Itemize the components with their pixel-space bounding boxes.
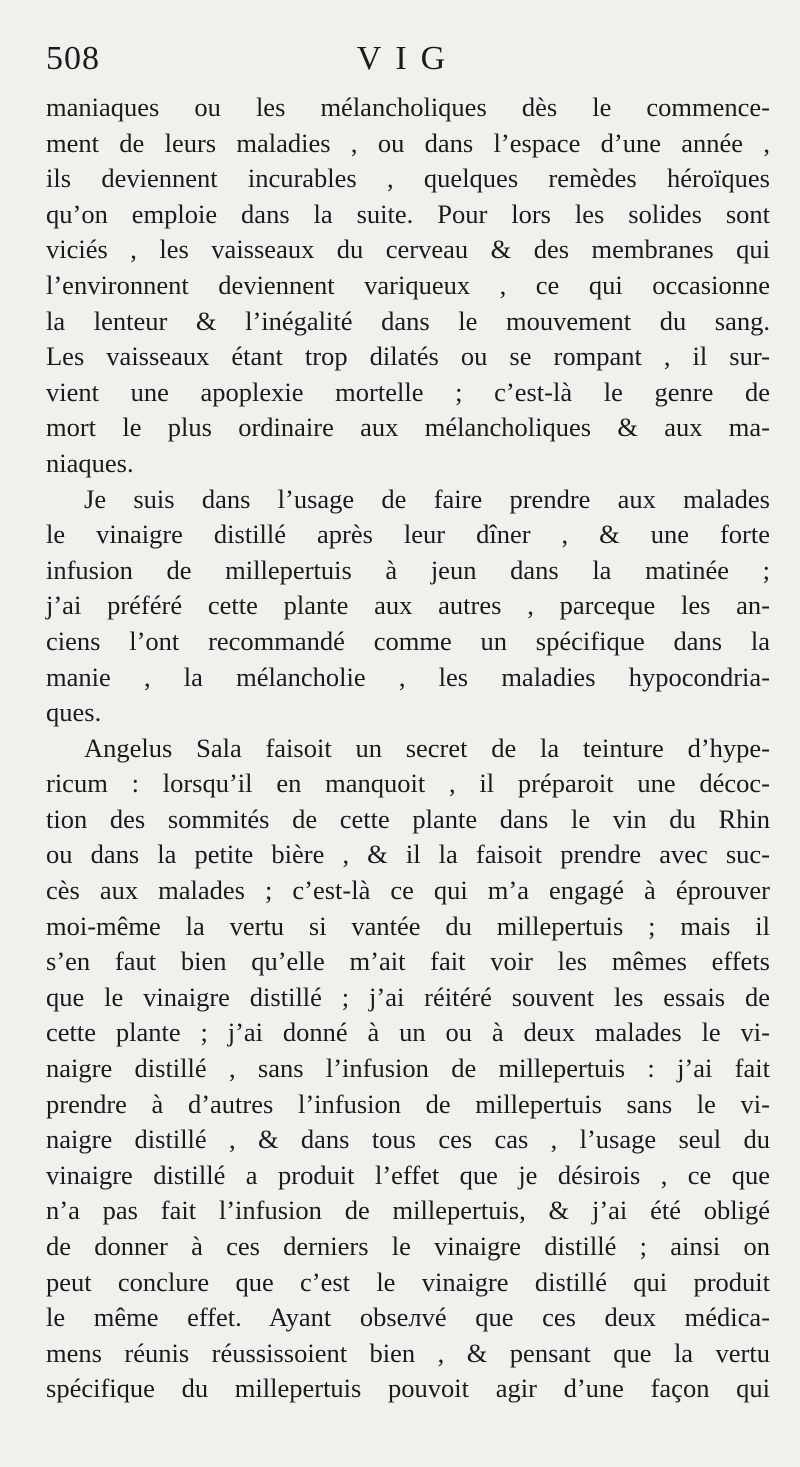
text-line: moi-même la vertu si vantée du millepertuis ; mais il bbox=[46, 910, 770, 941]
text-line: tion des sommités de cette plante dans le vin du Rhin bbox=[46, 803, 770, 834]
text-line: Les vaisseaux étant trop dilatés ou se rompant , il sur- bbox=[46, 341, 770, 372]
text-line: spécifique du millepertuis pouvoit agir d’une façon qui bbox=[46, 1373, 770, 1404]
text-line: peut conclure que c’est le vinaigre distillé qui produit bbox=[46, 1266, 770, 1297]
text-line: ment de leurs maladies , ou dans l’espace d’une année , bbox=[46, 127, 770, 158]
page-header bbox=[46, 40, 770, 90]
text-line: ciens l’ont recommandé comme un spécifique dans la bbox=[46, 625, 770, 656]
text-line: le vinaigre distillé après leur dîner , & une forte bbox=[46, 519, 770, 550]
text-line: infusion de millepertuis à jeun dans la matinée ; bbox=[46, 554, 770, 585]
text-line: naigre distillé , sans l’infusion de millepertuis : j’ai fait bbox=[46, 1053, 770, 1084]
text-line: prendre à d’autres l’infusion de millepertuis sans le vi- bbox=[46, 1088, 770, 1119]
text-line: s’en faut bien qu’elle m’ait fait voir les mêmes effets bbox=[46, 946, 770, 977]
text-line: ricum : lorsqu’il en manquoit , il préparoit une décoc- bbox=[46, 768, 770, 799]
text-line: ques. bbox=[46, 697, 102, 728]
paragraph-first-line: Je suis dans l’usage de faire prendre aux malades bbox=[84, 483, 770, 514]
text-line: n’a pas fait l’infusion de millepertuis, & j’ai été obligé bbox=[46, 1195, 770, 1226]
text-line: la lenteur & l’inégalité dans le mouvement du sang. bbox=[46, 305, 770, 336]
page-number: 508 bbox=[46, 40, 100, 77]
text-line: naigre distillé , & dans tous ces cas , l’usage seul du bbox=[46, 1124, 770, 1155]
text-line: ils deviennent incurables , quelques remèdes héroïques bbox=[46, 163, 770, 194]
text-line: j’ai préféré cette plante aux autres , parceque les an- bbox=[46, 590, 770, 621]
text-line: maniaques ou les mélancholiques dès le commence- bbox=[46, 92, 770, 122]
running-head: VIG bbox=[356, 40, 460, 77]
text-line: vient une apoplexie mortelle ; c’est-là le genre de bbox=[46, 376, 770, 407]
text-line: niaques. bbox=[46, 447, 134, 478]
paragraph-first-line: Angelus Sala faisoit un secret de la teinture d’hype- bbox=[84, 732, 770, 763]
text-line: l’environnent deviennent variqueux , ce qui occasionne bbox=[46, 269, 770, 300]
text-line: viciés , les vaisseaux du cerveau & des membranes qui bbox=[46, 234, 770, 265]
text-line: vinaigre distillé a produit l’effet que je désirois , ce que bbox=[46, 1159, 770, 1190]
text-line: de donner à ces derniers le vinaigre distillé ; ainsi on bbox=[46, 1231, 770, 1261]
text-line: ou dans la petite bière , & il la faisoit prendre avec suc- bbox=[46, 839, 770, 870]
text-line: manie , la mélancholie , les maladies hypocondria- bbox=[46, 661, 770, 692]
text-line: le même effet. Ayant obseлvé que ces deux médica- bbox=[46, 1302, 770, 1333]
text-line: mens réunis réussissoient bien , & pensant que la vertu bbox=[46, 1337, 770, 1368]
text-line: mort le plus ordinaire aux mélancholiques & aux ma- bbox=[46, 412, 770, 443]
body-text bbox=[46, 90, 770, 1407]
text-line: cette plante ; j’ai donné à un ou à deux malades le vi- bbox=[46, 1017, 770, 1048]
text-line: qu’on emploie dans la suite. Pour lors les solides sont bbox=[46, 198, 770, 229]
text-line: cès aux malades ; c’est-là ce qui m’a engagé à éprouver bbox=[46, 875, 770, 906]
text-line: que le vinaigre distillé ; j’ai réitéré souvent les essais de bbox=[46, 981, 770, 1012]
